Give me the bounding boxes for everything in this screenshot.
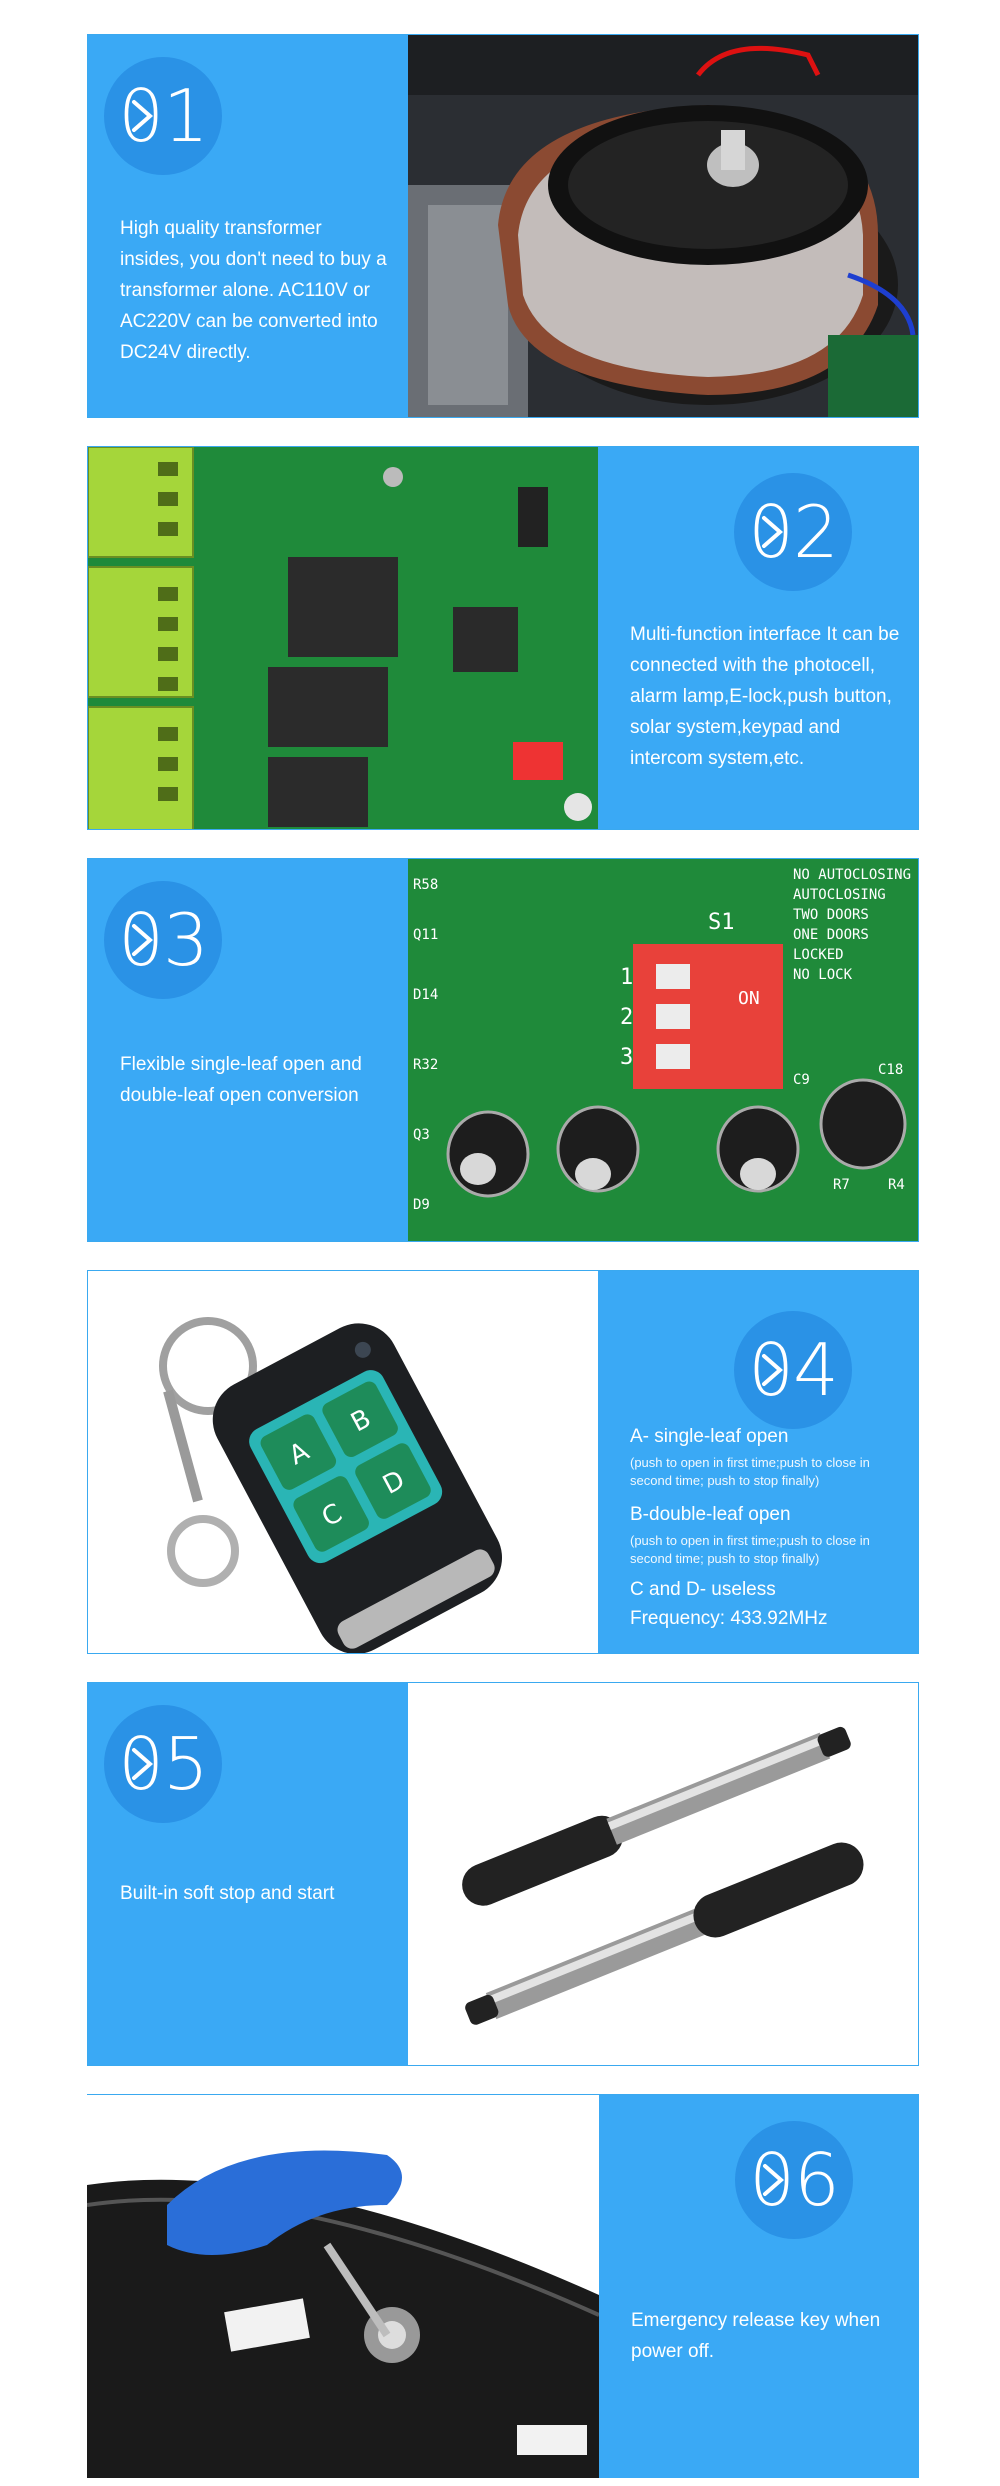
switch-on-label: ON: [738, 988, 760, 1009]
feature-04-panel: [598, 1271, 918, 1653]
feature-02: [87, 446, 919, 830]
board-ref: C9: [793, 1072, 810, 1088]
feature-05-panel: [88, 1683, 408, 2065]
number-badge: [735, 2121, 853, 2239]
board-ref: D14: [413, 987, 439, 1003]
remote-button-a: A: [284, 1436, 315, 1472]
switch-number: 3: [620, 1045, 634, 1070]
buttons-cd-description: C and D- useless: [630, 1579, 776, 1600]
remote-button-b: B: [346, 1403, 376, 1439]
frequency-text: Frequency: 433.92MHz: [630, 1608, 828, 1629]
number-badge: [104, 881, 222, 999]
feature-description: High quality transformer insides, you don't need to buy a transformer alone. AC110V or AC220V can be converted into DC24V directly.: [120, 218, 387, 363]
feature-05: [87, 1682, 919, 2066]
board-label: NO LOCK: [793, 967, 853, 983]
feature-04: [87, 1270, 919, 1654]
number-badge: [104, 1705, 222, 1823]
remote-control-photo: [88, 1271, 598, 1653]
feature-06: [87, 2094, 919, 2478]
control-board-photo: [88, 447, 598, 829]
feature-01: [87, 34, 919, 418]
release-key-photo: [87, 2095, 599, 2478]
switch-s1-label: S1: [708, 910, 735, 935]
button-a-description: A- single-leaf open: [630, 1426, 789, 1447]
feature-description: Built-in soft stop and start: [120, 1883, 335, 1904]
number-badge: [734, 473, 852, 591]
transformer-photo: [408, 35, 918, 417]
feature-number: 06: [749, 2138, 839, 2222]
feature-03: [87, 858, 919, 1242]
board-label: LOCKED: [793, 947, 844, 963]
board-ref: R32: [413, 1057, 439, 1073]
feature-number: 03: [118, 898, 208, 982]
number-badge: [734, 1311, 852, 1429]
board-label: NO AUTOCLOSING: [793, 867, 912, 883]
board-ref: R7: [833, 1177, 850, 1193]
dip-switch-photo: [408, 859, 918, 1241]
feature-number: 04: [748, 1328, 838, 1412]
feature-number: 01: [118, 74, 208, 158]
feature-description: Flexible single-leaf open and double-leaf open conversion: [120, 1054, 362, 1106]
board-ref: Q3: [413, 1127, 430, 1143]
board-ref: D9: [413, 1197, 430, 1213]
feature-02-panel: [598, 447, 918, 829]
remote-button-c: C: [317, 1498, 348, 1534]
actuators-photo: [408, 1683, 918, 2065]
feature-description: Multi-function interface It can be connected with the photocell, alarm lamp,E-lock,push button, solar system,keypad and intercom system,etc.: [630, 624, 900, 769]
board-ref: R4: [888, 1177, 905, 1193]
board-label: TWO DOORS: [793, 907, 869, 923]
number-badge: [104, 57, 222, 175]
remote-button-d: D: [378, 1464, 410, 1501]
feature-03-panel: [88, 859, 408, 1241]
button-b-note: (push to open in first time;push to close in second time; push to stop finally): [630, 1533, 870, 1566]
feature-number: 02: [748, 490, 838, 574]
feature-01-panel: [88, 35, 408, 417]
board-label: ONE DOORS: [793, 927, 869, 943]
board-ref: Q11: [413, 927, 439, 943]
board-ref: C18: [878, 1062, 904, 1078]
button-a-note: (push to open in first time;push to close in second time; push to stop finally): [630, 1455, 870, 1488]
board-label: AUTOCLOSING: [793, 887, 886, 903]
button-b-description: B-double-leaf open: [630, 1504, 791, 1525]
switch-number: 2: [620, 1005, 634, 1030]
feature-06-panel: [599, 2095, 919, 2478]
feature-number: 05: [118, 1722, 208, 1806]
feature-description: Emergency release key when power off.: [631, 2310, 881, 2362]
switch-number: 1: [620, 965, 634, 990]
board-ref: R58: [413, 877, 439, 893]
